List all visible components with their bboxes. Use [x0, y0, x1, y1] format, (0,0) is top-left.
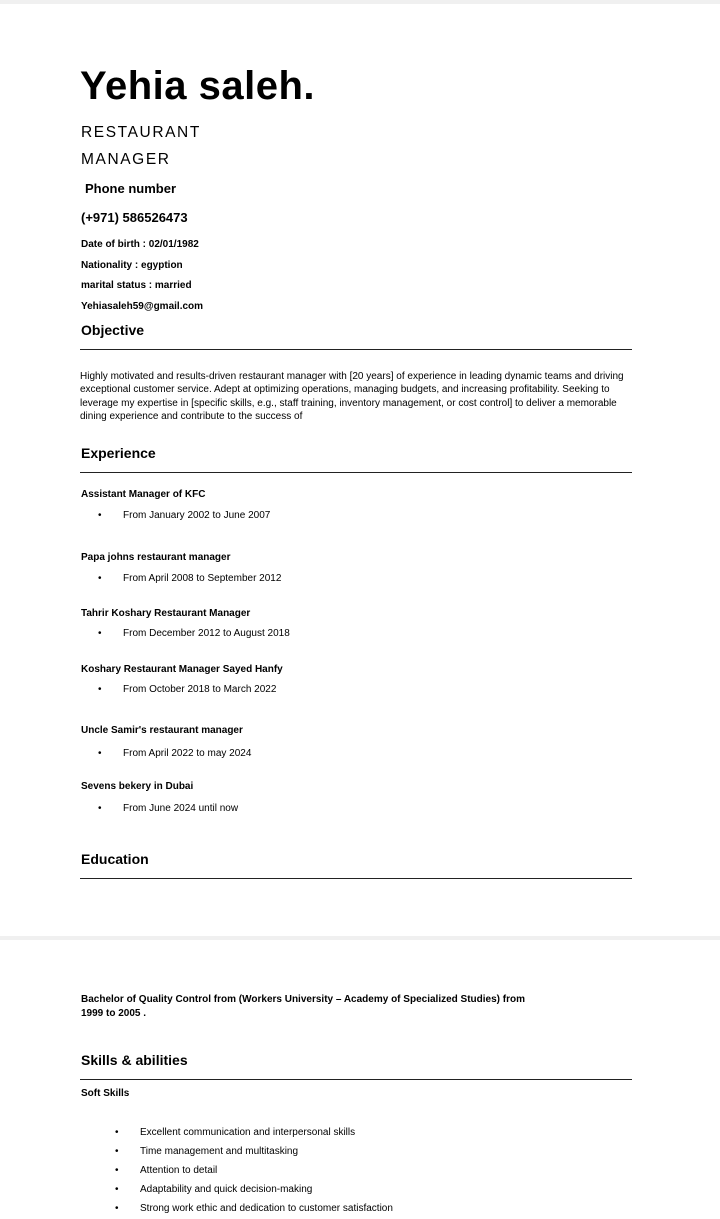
- education-degree-line-1: Bachelor of Quality Control from (Workers University – Academy of Specialized Studies) from: [81, 994, 525, 1005]
- skill-item: Excellent communication and interpersonal skills: [140, 1127, 356, 1138]
- bullet-icon: •: [98, 803, 102, 814]
- job-title: Koshary Restaurant Manager Sayed Hanfy: [81, 664, 283, 675]
- candidate-name: Yehia saleh.: [80, 64, 316, 108]
- list-item: [98, 628, 290, 639]
- skills-divider: [80, 1079, 632, 1080]
- job-title: Tahrir Koshary Restaurant Manager: [81, 608, 251, 619]
- skill-item: Strong work ethic and dedication to customer satisfaction: [140, 1203, 393, 1214]
- list-item: [98, 684, 277, 695]
- bullet-icon: •: [115, 1184, 119, 1195]
- objective-text: Highly motivated and results-driven restaurant manager with [20 years] of experience in leading dynamic teams and driving exceptional customer service. Adept at optimizing operations, managing budgets, and increasing profitability. Seeking to leverage my expertise in [specific skills, e.g., staff training, inventory management, or cost control] to deliver a memorable dining experience and contribute to the success of: [80, 371, 624, 423]
- soft-skills-subheading: Soft Skills: [81, 1088, 130, 1099]
- list-item: [115, 1165, 218, 1176]
- list-item: [98, 748, 252, 759]
- job-period: From January 2002 to June 2007: [123, 510, 271, 521]
- job-period: From April 2008 to September 2012: [123, 573, 282, 584]
- resume-page-2: [0, 940, 720, 1219]
- role-title-line-1: RESTAURANT: [81, 124, 201, 141]
- skill-item: Time management and multitasking: [140, 1146, 299, 1157]
- list-item: [115, 1146, 299, 1157]
- role-title-line-2: MANAGER: [81, 151, 171, 168]
- education-divider: [80, 878, 632, 879]
- job-period: From June 2024 until now: [123, 803, 239, 814]
- bullet-icon: •: [115, 1146, 119, 1157]
- bullet-icon: •: [98, 573, 102, 584]
- marital-status: marital status : married: [81, 280, 192, 291]
- education-degree-line-2: 1999 to 2005 .: [81, 1008, 147, 1019]
- list-item: [98, 803, 239, 814]
- resume-page-1: [0, 4, 720, 936]
- bullet-icon: •: [115, 1127, 119, 1138]
- education-heading: Education: [81, 851, 149, 867]
- job-period: From October 2018 to March 2022: [123, 684, 277, 695]
- job-title: Sevens bekery in Dubai: [81, 781, 194, 792]
- date-of-birth: Date of birth : 02/01/1982: [81, 239, 199, 250]
- list-item: [98, 573, 282, 584]
- phone-label: Phone number: [85, 181, 177, 196]
- list-item: [115, 1203, 393, 1214]
- bullet-icon: •: [98, 510, 102, 521]
- job-period: From December 2012 to August 2018: [123, 628, 290, 639]
- nationality: Nationality : egyption: [81, 260, 183, 271]
- list-item: [98, 510, 271, 521]
- bullet-icon: •: [98, 748, 102, 759]
- job-title: Uncle Samir's restaurant manager: [81, 725, 243, 736]
- job-title: Papa johns restaurant manager: [81, 552, 231, 563]
- bullet-icon: •: [115, 1165, 119, 1176]
- objective-heading: Objective: [81, 322, 145, 338]
- experience-heading: Experience: [81, 445, 156, 461]
- email: Yehiasaleh59@gmail.com: [81, 301, 204, 312]
- skill-item: Adaptability and quick decision-making: [140, 1184, 313, 1195]
- bullet-icon: •: [98, 684, 102, 695]
- objective-divider: [80, 349, 632, 350]
- experience-divider: [80, 472, 632, 473]
- job-title: Assistant Manager of KFC: [81, 489, 206, 500]
- phone-number: (+971) 586526473: [81, 210, 188, 225]
- skill-item: Attention to detail: [140, 1165, 218, 1176]
- skills-heading: Skills & abilities: [81, 1052, 188, 1068]
- bullet-icon: •: [115, 1203, 119, 1214]
- list-item: [115, 1184, 313, 1195]
- bullet-icon: •: [98, 628, 102, 639]
- job-period: From April 2022 to may 2024: [123, 748, 252, 759]
- list-item: [115, 1127, 356, 1138]
